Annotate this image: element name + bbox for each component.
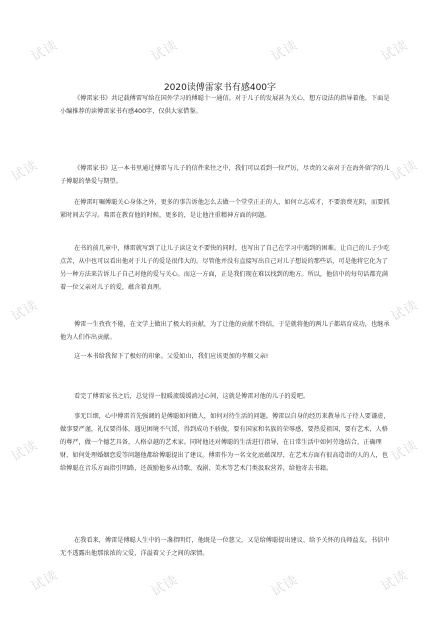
paragraph: 这一本书给我留下了极好的印象。父爱如山，我们应该更加的孝顺父亲! [74, 353, 269, 360]
paragraph: 在我看来，傅雷是傅聪人生中的一盏指明灯，他既是一位慈父，又是给傅聪提出建议、给予关怀的良师益友。书信中无不透露出他那浓浓的父爱，洋溢着父子之间的深情。 [60, 537, 390, 557]
watermark: 试读 [389, 437, 421, 465]
document-title: 2020读傅雷家书有感400字 [163, 83, 277, 93]
watermark: 试读 [379, 567, 411, 595]
watermark: 试读 [389, 297, 421, 325]
watermark: 试读 [29, 567, 61, 595]
watermark: 试读 [269, 572, 301, 600]
watermark: 试读 [149, 572, 181, 600]
watermark: 试读 [9, 157, 41, 185]
paragraph: 看完了傅雷家书之后，总觉得一股暖流缓缓淌过心间，这就是傅雷对他的儿子的爱吧。 [74, 393, 310, 400]
watermark: 试读 [269, 37, 301, 65]
watermark: 试读 [29, 37, 61, 65]
watermark: 试读 [9, 297, 41, 325]
paragraph: 事无巨细，心中傅雷首先强调的是傅聪如何做人，如何对待生活的问题。傅雷以自身的经历来教导儿子待人要谦虚，做事要严谨，礼仪要得体，遇见困境不气馁，得到成功不骄傲，要有国家和名族的荣辱感，要热爱祖国，要有艺术，人格的尊严，做一个德艺具备，人格卓越的艺术家。同时他还对傅聪的生活进行指导，在日常生活中如何劳逸结合，正确理财，如何处理婚姻恋爱等问题他都给傅聪提出了建议。傅雷作为一名文化底蕴深厚，在艺术方面有很高造诣的人的人，也给傅聪在音乐方面指引明路，还鼓励他多从诗歌、戏剧、美术等艺术门类汲取营养，给他寄去书籍。 [60, 413, 390, 472]
watermark: 试读 [9, 437, 41, 465]
paragraph: 《傅雷家书》这一本书里通过傅雷与儿子的信件来往之中，我们可以看到一位严厉，尽责的父亲对于在海外留学的儿子傅聪的挚爱与期望。 [60, 165, 390, 185]
watermark: 试读 [149, 37, 181, 65]
watermark: 试读 [389, 157, 421, 185]
paragraph: 《傅雷家书》共记载傅雷写给在国外学习的傅聪十一通信。对于儿子的发展甚为关心，想方设法的指导着他。下面是小编推荐的读傅雷家书有感400字，仅供大家借鉴。 [60, 95, 390, 115]
paragraph: 在傅雷叮嘱傅聪关心身体之外，更多的事告诉他怎么去做一个堂堂正正的人，如何立志成才，不要浪费光阴，而要抓紧时间去学习。弗雷在教育他的时候，更多的，是让他注重精神方面的问题。 [60, 199, 390, 219]
watermark: 试读 [379, 37, 411, 65]
paragraph: 在书的前几章中，傅雷就写到了让儿子读这文不要快的同时，也写出了自己在学习中遇到的困难。让自己的儿子少吃点苦，从中也可以看出他对于儿子的爱是很伟大的。尽管他并没有直接写出自己对儿子想说的那些话，可是他将它化为了另一种方法来告诉儿子自己对他的爱与关心。而这一方面，正是我们现在难以找到的地方。所以，他信中的每句话都充满着一位父亲对儿子的爱，蕴含着真理。 [60, 245, 390, 291]
paragraph: 傅雷一生孜孜不倦，在文学上做出了极大的贡献，为了让他的贡献不终结，于是就将他的两儿子都培育成功，也继承他为人们作出贡献。 [60, 321, 390, 341]
